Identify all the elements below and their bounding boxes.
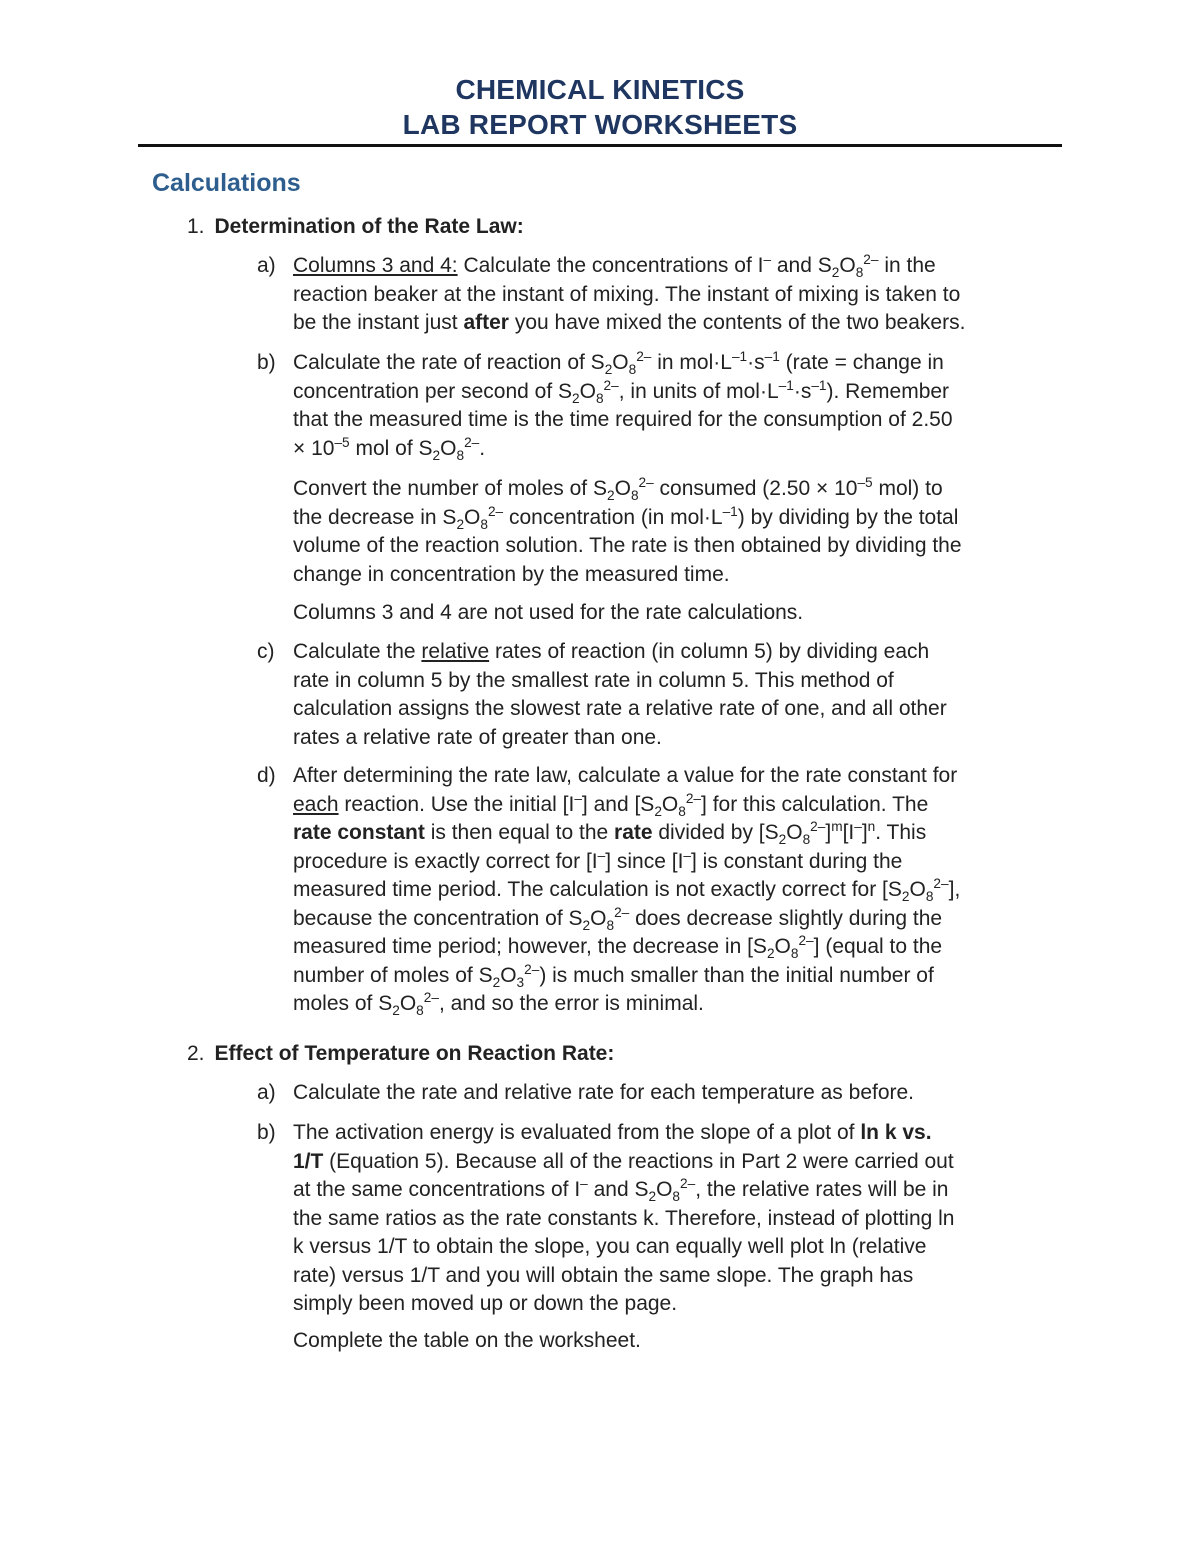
list-number: 1.: [187, 215, 205, 238]
subitem-text: After determining the rate law, calculate a value for the rate constant for each reaction. Use the initial [I–] and $[S_2O_8^{2-}]$ for this calculation. The rate constant is then equal to the rate divided by $[S_2O_8^{2-}]^m[I^-]^n$. This procedure is exactly correct for [I–] since [I–] is constant during the measured time period. The calculation is not exactly correct for $[S_2O_8^{2-}]$, because the concentration of $S_2O_8^{2-}$ does decrease slightly during the measured time period; however, the decrease in $[S_2O_8^{2-}]$ (equal to the number of moles of $S_2O_3^{2-}$) is much smaller than the initial number of moles of $S_2O_8^{2-}$, and so the error is minimal.: [293, 764, 961, 1019]
list-item-1-heading: [187, 215, 524, 239]
document-title-line1: CHEMICAL KINETICS: [455, 74, 745, 105]
list-item-label: Determination of the Rate Law:: [214, 215, 524, 238]
title-divider: [138, 144, 1062, 147]
subitem-marker: c): [257, 640, 275, 663]
document-title-line2: LAB REPORT WORKSHEETS: [402, 109, 798, 140]
subitem-2b-note: Complete the table on the worksheet.: [293, 1329, 641, 1352]
list-number: 2.: [187, 1042, 205, 1065]
subitem-1a: [257, 252, 1047, 338]
subitem-2b: [257, 1119, 1047, 1319]
subitem-marker: a): [257, 254, 276, 277]
subitem-text: The activation energy is evaluated from the slope of a plot of ln k vs. 1/T (Equation 5). Because all of the reactions in Part 2 were carried out at the same concentrations of I– and $S_2O_8^{2-}$, the relative rates will be in the same ratios as the rate constants k. Therefore, instead of plotting ln k versus 1/T to obtain the slope, you can equally well plot ln (relative rate) versus 1/T and you will obtain the same slope. The graph has simply been moved up or down the page.: [293, 1121, 955, 1315]
list-item-2-heading: [187, 1042, 614, 1066]
subitem-1b-note: Columns 3 and 4 are not used for the rate calculations.: [293, 601, 804, 624]
subitem-1d: [257, 762, 1047, 1019]
subitem-text: Calculate the rate of reaction of $S_2O_8^{2-}$ in $mol\cdot L^{-1}\cdot s^{-1}$ (rate = change in concentration per second of $S_2O_8^{2-}$, in units of $mol\cdot L^{-1}\cdot s^{-1}$). Remember that the measured time is the time required for the consumption of 2.50 × $10^{-5}$ mol of $S_2O_8^{2-}$.: [293, 349, 953, 463]
subitem-marker: b): [257, 1121, 276, 1144]
subitem-text: Columns 3 and 4: Calculate the concentrations of I– and $S_2O_8^{2-}$ in the reaction beaker at the instant of mixing. The instant of mixing is taken to be the instant just after you have mixed the contents of the two beakers.: [293, 252, 966, 334]
subitem-marker: d): [257, 764, 276, 787]
section-heading: Calculations: [152, 169, 301, 197]
subitem-1c: [257, 638, 1047, 752]
subitem-text: Calculate the rate and relative rate for each temperature as before.: [293, 1081, 915, 1104]
subitem-text: Calculate the relative rates of reaction (in column 5) by dividing each rate in column 5 by the smallest rate in column 5. This method of calculation assigns the slowest rate a relative rate of one, and all other rates a relative rate of greater than one.: [293, 640, 947, 749]
subitem-2a: [257, 1079, 1047, 1108]
subitem-1b-paragraph: Convert the number of moles of $S_2O_8^{2-}$ consumed ($2.50 \times 10^{-5}$ mol) to the decrease in $S_2O_8^{2-}$ concentration (in $mol\cdot L^{-1}$) by dividing by the total volume of the reaction solution. The rate is then obtained by dividing the change in concentration by the measured time.: [293, 475, 962, 586]
subitem-marker: a): [257, 1081, 276, 1104]
subitem-marker: b): [257, 351, 276, 374]
subitem-1b: [257, 349, 1047, 463]
list-item-label: Effect of Temperature on Reaction Rate:: [214, 1042, 615, 1065]
